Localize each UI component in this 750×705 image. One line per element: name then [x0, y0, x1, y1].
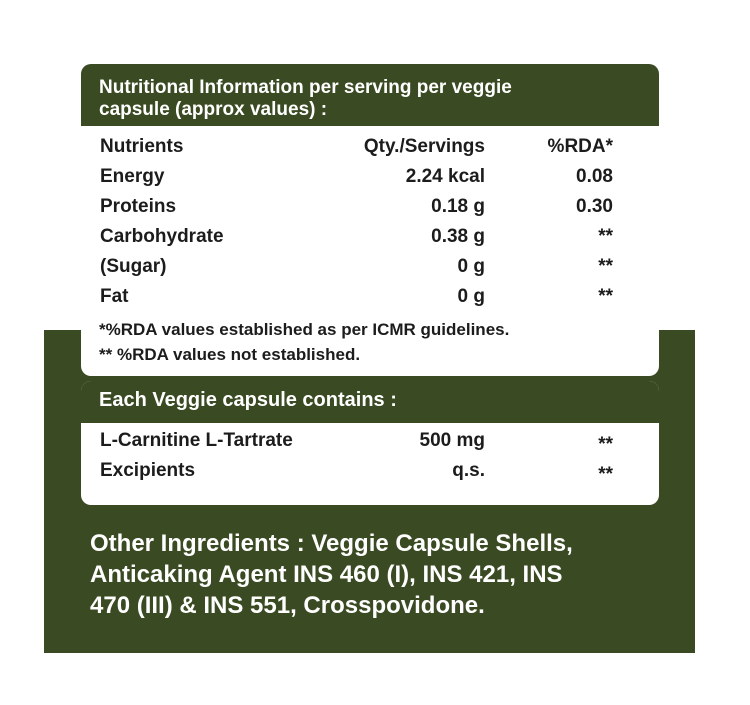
nutrient-name: Carbohydrate — [100, 226, 224, 247]
header-nutrients: Nutrients — [100, 136, 184, 157]
other-ingredients-line2: Anticaking Agent INS 460 (I), INS 421, INS — [90, 561, 563, 588]
ingredient-qty: 500 mg — [419, 430, 485, 451]
ingredient-rda: ** — [598, 434, 613, 455]
rda-note: *%RDA values established as per ICMR guidelines. — [99, 320, 510, 339]
nutrient-name: Energy — [100, 166, 165, 187]
capsule-contents-title: Each Veggie capsule contains : — [81, 381, 659, 423]
nutrient-rda: ** — [598, 226, 613, 247]
nutrient-rda: ** — [598, 286, 613, 307]
nutrient-qty: 0 g — [457, 256, 485, 277]
other-ingredients-line1: Other Ingredients : Veggie Capsule Shells, — [90, 530, 573, 557]
ingredient-name: Excipients — [100, 460, 196, 481]
table-row — [81, 460, 659, 490]
header-rda: %RDA* — [547, 136, 613, 157]
nutrition-title-line1: Nutritional Information per serving per veggie — [99, 77, 512, 98]
table-row — [81, 286, 659, 316]
nutrient-rda: 0.08 — [576, 166, 613, 187]
ingredient-qty: q.s. — [452, 460, 485, 481]
nutrient-name: Proteins — [100, 196, 177, 217]
table-row — [81, 226, 659, 256]
rda-not-established-note: ** %RDA values not established. — [99, 345, 361, 364]
nutrient-name: Fat — [100, 286, 129, 307]
table-header-row — [81, 136, 659, 166]
table-row — [81, 196, 659, 226]
nutrient-qty: 2.24 kcal — [405, 166, 485, 187]
nutrient-qty: 0.38 g — [431, 226, 485, 247]
nutrition-title-line2: capsule (approx values) : — [99, 99, 328, 120]
nutrient-name: (Sugar) — [100, 256, 167, 277]
ingredient-rda: ** — [598, 464, 613, 485]
table-row — [81, 166, 659, 196]
nutrition-table — [81, 64, 659, 376]
header-qty: Qty./Servings — [363, 136, 485, 157]
table-row — [81, 256, 659, 286]
table-row — [81, 430, 659, 460]
ingredient-name: L-Carnitine L-Tartrate — [100, 430, 293, 451]
other-ingredients — [90, 528, 680, 621]
nutrition-title — [81, 64, 659, 126]
nutrient-qty: 0 g — [457, 286, 485, 307]
nutrient-qty: 0.18 g — [431, 196, 485, 217]
capsule-contents-table — [81, 381, 659, 505]
other-ingredients-line3: 470 (III) & INS 551, Crosspovidone. — [90, 592, 485, 619]
nutrient-rda: ** — [598, 256, 613, 277]
nutrient-rda: 0.30 — [576, 196, 613, 217]
